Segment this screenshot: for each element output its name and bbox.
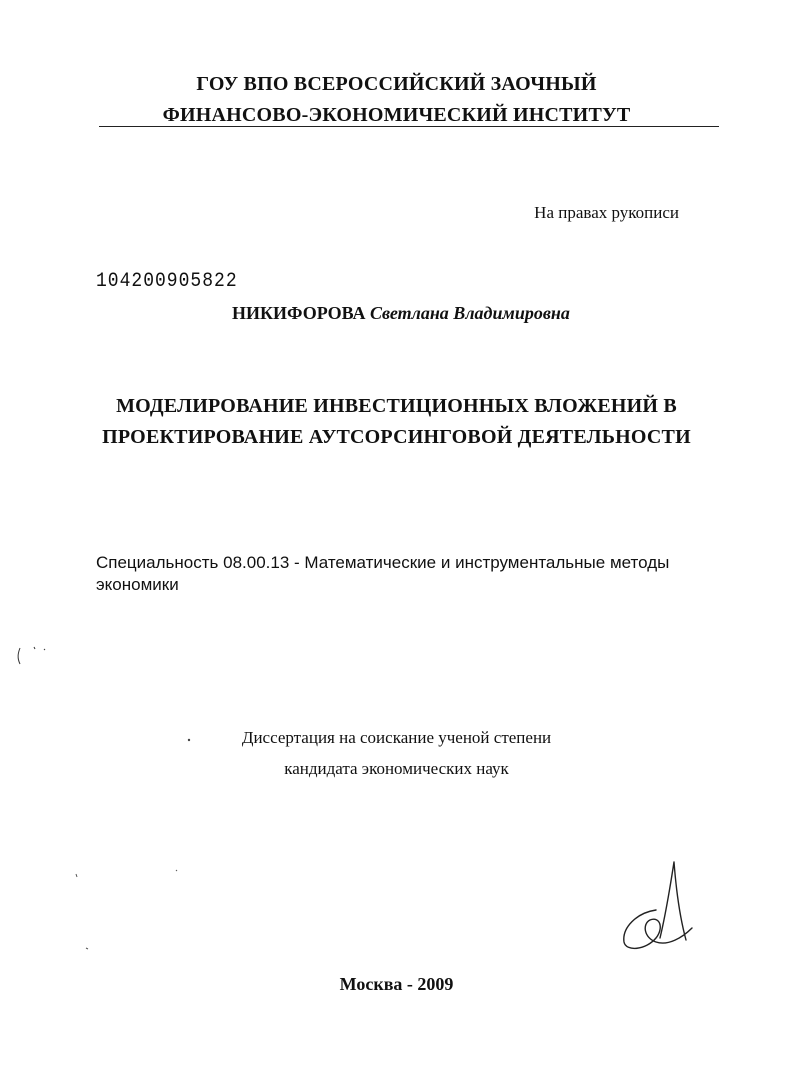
header-divider bbox=[99, 126, 719, 127]
degree-statement-line1: Диссертация на соискание ученой степени bbox=[241, 728, 552, 747]
institution-name-line2: ФИНАНСОВО-ЭКОНОМИЧЕСКИЙ ИНСТИТУТ bbox=[162, 104, 631, 126]
thesis-title-line1: МОДЕЛИРОВАНИЕ ИНВЕСТИЦИОННЫХ ВЛОЖЕНИЙ В bbox=[116, 395, 677, 417]
thesis-title-line2: ПРОЕКТИРОВАНИЕ АУТСОРСИНГОВОЙ ДЕЯТЕЛЬНОСТИ bbox=[102, 426, 691, 448]
scan-speck-marks bbox=[72, 868, 192, 958]
registration-number: 104200905822 bbox=[96, 270, 238, 293]
scan-speck-mark bbox=[14, 644, 54, 668]
author-name bbox=[232, 303, 570, 324]
author-given-names: Светлана Владимировна bbox=[370, 303, 570, 323]
degree-statement-line2: кандидата экономических наук bbox=[284, 759, 509, 778]
handwritten-signature bbox=[616, 858, 696, 954]
specialty-statement: Специальность 08.00.13 - Математические и инструментальные методы экономики bbox=[96, 553, 670, 594]
city-year: Москва - 2009 bbox=[339, 974, 454, 994]
scan-speck-dot bbox=[186, 737, 192, 743]
manuscript-rights-note: На правах рукописи bbox=[534, 203, 679, 222]
institution-name-line1: ГОУ ВПО ВСЕРОССИЙСКИЙ ЗАОЧНЫЙ bbox=[196, 73, 597, 95]
author-surname: НИКИФОРОВА bbox=[232, 303, 366, 323]
